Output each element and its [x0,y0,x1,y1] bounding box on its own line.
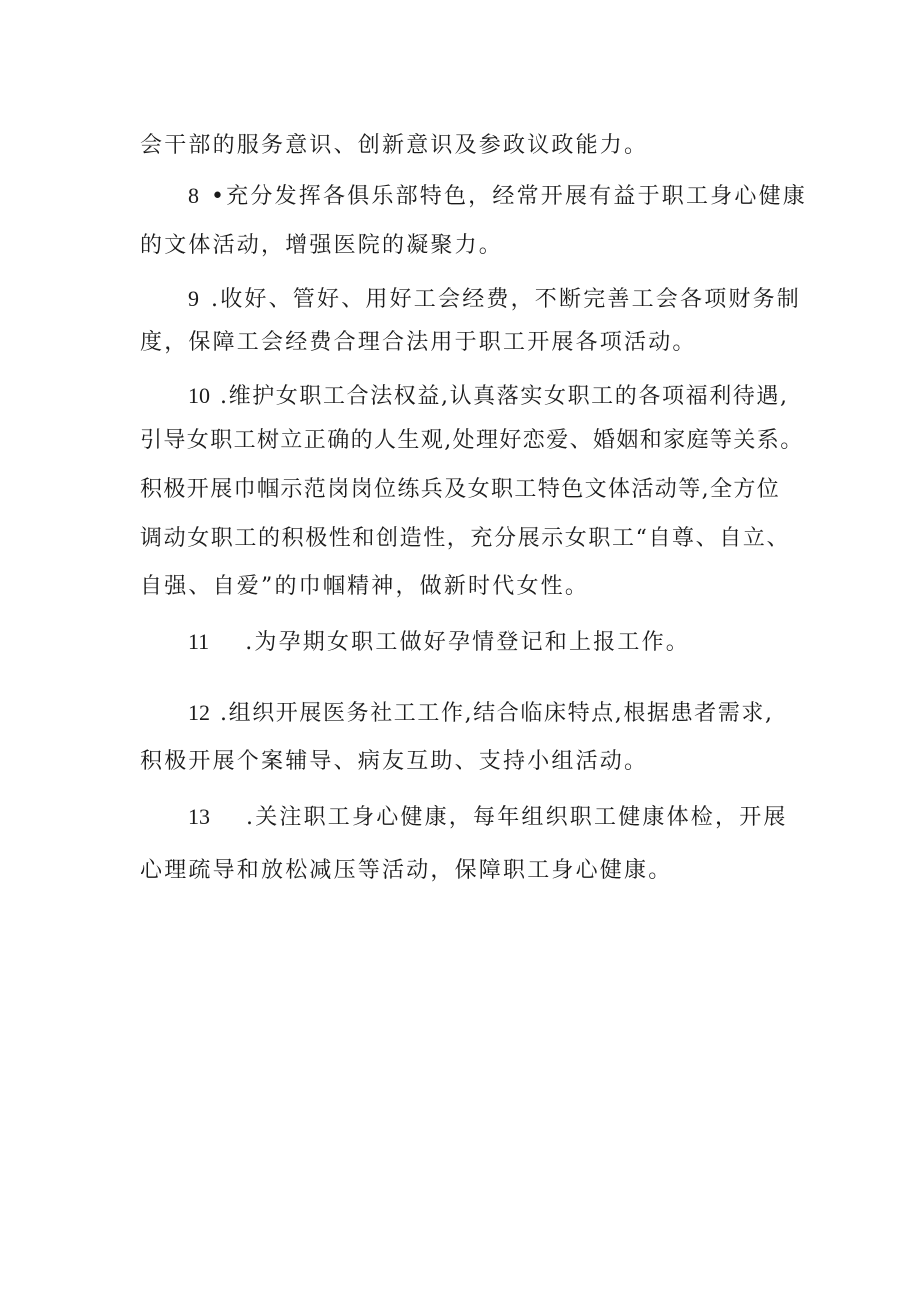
paragraph-line: 自强、自爱”的巾帼精神，做新时代女性。 [140,574,590,599]
list-item-12 [188,695,774,731]
paragraph-line: 积极开展个案辅导、病友互助、支持小组活动。 [140,749,649,774]
item-number: 13 [188,804,210,829]
item-number: 12 [188,700,210,725]
item-number: 10 [188,383,210,408]
item-number: 8 [188,183,199,208]
item-number: 9 [188,286,199,311]
item-text: .关注职工身心健康，每年组织职工健康体检，开展 [246,805,788,830]
list-item-10 [188,378,789,414]
paragraph-line: 心理疏导和放松减压等活动，保障职工身心健康。 [140,858,673,883]
list-item-8 [188,178,807,214]
list-item-11 [188,624,690,660]
item-number: 11 [188,629,210,654]
list-item-9 [188,281,801,317]
paragraph-line: 积极开展巾帼示范岗岗位练兵及女职工特色文体活动等,全方位 [140,477,781,502]
item-text: .为孕期女职工做好孕情登记和上报工作。 [245,630,690,655]
paragraph-line: 会干部的服务意识、创新意识及参政议政能力。 [140,133,649,158]
item-text: .收好、管好、用好工会经费，不断完善工会各项财务制 [211,287,801,312]
item-text: .维护女职工合法权益,认真落实女职工的各项福利待遇, [220,384,789,409]
paragraph-line: 的文体活动，增强医院的凝聚力。 [140,233,504,258]
item-text: .组织开展医务社工工作,结合临床特点,根据患者需求, [220,701,774,726]
list-item-13 [188,799,788,835]
paragraph-line: 调动女职工的积极性和创造性，充分展示女职工“自尊、自立、 [140,526,791,551]
paragraph-line: 度，保障工会经费合理合法用于职工开展各项活动。 [140,330,697,355]
paragraph-line: 引导女职工树立正确的人生观,处理好恋爱、婚姻和家庭等关系。 [140,428,804,453]
item-text: •充分发挥各俱乐部特色，经常开展有益于职工身心健康 [211,184,807,209]
